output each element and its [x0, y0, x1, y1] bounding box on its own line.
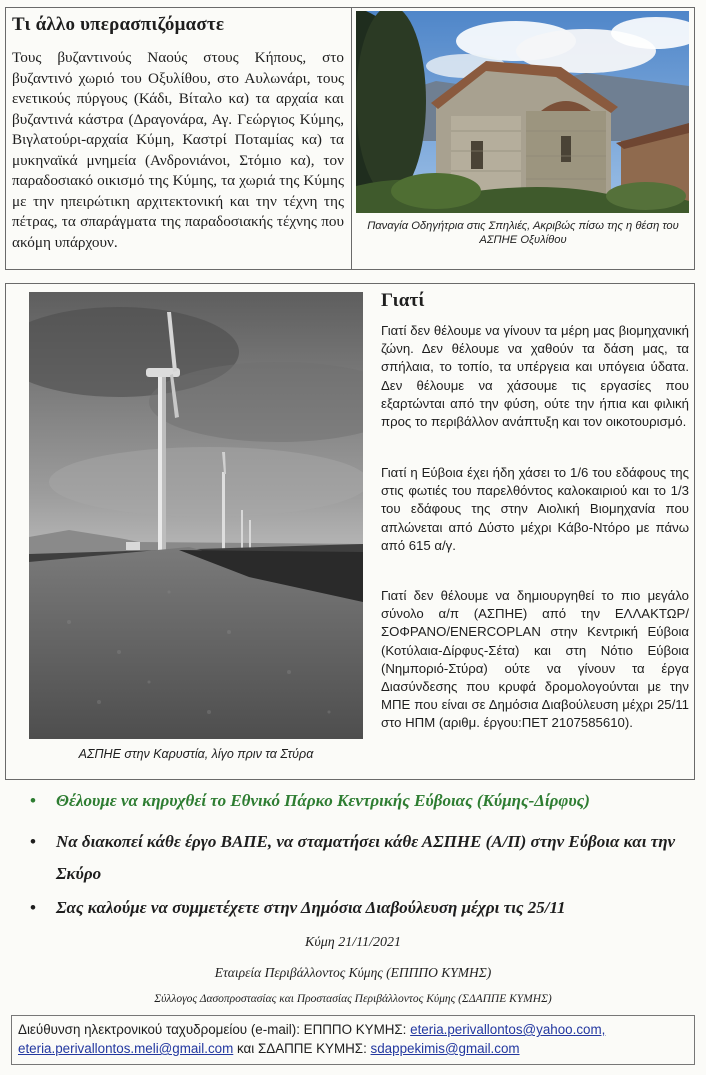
place-date: Κύμη 21/11/2021 — [305, 935, 401, 950]
organization-1: Εταιρεία Περιβάλλοντος Κύμης (ΕΠΠΠΟ ΚΥΜΗΣ) — [214, 965, 492, 980]
why-heading: Γιατί — [381, 290, 425, 311]
contact-intro: Διεύθυνση ηλεκτρονικού ταχυδρομείου (e-mail): ΕΠΠΠΟ ΚΥΜΗΣ: — [18, 1022, 411, 1037]
church-photo-caption: Παναγία Οδηγήτρια στις Σπηλιές, Ακριβώς πίσω της η θέση του ΑΣΠΗΕ Οξυλίθου — [367, 220, 679, 246]
top-paragraph: Τους βυζαντινούς Ναούς στους Κήπους, στο βυζαντινό χωριό του Οξυλίθου, στο Αυλωνάρι, τους ενετικούς πύργους (Κάδι, Βίταλο κα) τα αρχαία και βυζαντινά κάστρα (Δραγονάρα, Αγ. Γεώργιος Κύμης, Βιγλατούρι-αρχαία Κύμη, Καστρί Ποταμίας κα) τα μυκηναϊκά μνημεία (Ανδρονιάνοι, Στόμιο κα), τον παραδοσιακό οικισμό της Κύμης, τα χωριά της Κύμης με την ηπειρώτικη αρχιτεκτονική και την τέχνη της πέτρας, τα σπαράγματα της παραδοσιακής τέχνης που ακόμη υπάρχουν. — [12, 49, 344, 251]
email-link-sdappe[interactable]: sdappekimis@gmail.com — [370, 1041, 520, 1056]
contact-box — [11, 1015, 695, 1065]
email-link-eteria[interactable]: eteria.perivallontos@yahoo.com, — [410, 1022, 606, 1037]
turbine-photo-caption: ΑΣΠΗΕ στην Καρυστία, λίγο πριν τα Στύρα — [78, 747, 314, 761]
demand-text: Να διακοπεί κάθε έργο ΒΑΠΕ, να σταματήσει κάθε ΑΣΠΗΕ (Α/Π) στην Εύβοια και την Σκύρο — [56, 832, 676, 883]
church-photo — [356, 11, 689, 213]
demand-text: Σας καλούμε να συμμετέχετε στην Δημόσια Διαβούλευση μέχρι τις 25/11 — [56, 898, 566, 917]
demand-consultation — [30, 896, 690, 920]
why-paragraph-1: Γιατί δεν θέλουμε να γίνουν τα μέρη μας βιομηχανική ζώνη. Δεν θέλουμε να χαθούν τα δάση μας, τα σπήλαια, το τοπίο, τα υπέργεια και υπόγεια ύδατα. Δεν θέλουμε να χάσουμε τις εργασίες που εξαρτώνται από την φύση, ούτε την ήπια και φιλική προς το περιβάλλον ανάπτυξη και τον οικοτουρισμό. — [381, 323, 689, 430]
why-paragraph-3: Γιατί δεν θέλουμε να δημιουργηθεί το πιο μεγάλο σύνολο α/π (ΑΣΠΗΕ) από την ΕΛΛΑΚΤΩΡ/ΣΟΦΡΑΝΟ/ENERCOPLAN στην Κεντρική Εύβοια (Κοτύλαια-Δίρφυς-Σέτα) και στη Νότιο Εύβοια (Νημποριό-Στύρα) ούτε να γίνουν τα έργα Διασύνδεσης που κρυφά δρομολογούνται με την ΜΠΕ που είναι σε Δημόσια Διαβούλευση μέχρι 25/11 στο ΗΠΜ (αριθμ. έργου:ΠΕΤ 2107585610). — [381, 588, 689, 731]
top-heading: Τι άλλο υπερασπιζόμαστε — [12, 14, 225, 35]
wind-turbine-photo — [29, 292, 363, 739]
why-paragraph-2: Γιατί η Εύβοια έχει ήδη χάσει το 1/6 του εδάφους της στις φωτιές του παρελθόντος καλοκαιριού και το 1/3 του εδάφους της στην Αιολική Βιομηχανία που απλώνεται από Δύστο μέχρι Κάβο-Ντόρο με πάνω από 615 α/γ. — [381, 465, 689, 553]
contact-middle: και ΣΔΑΠΠΕ ΚΥΜΗΣ: — [233, 1041, 371, 1056]
demand-national-park — [30, 790, 690, 812]
bullet-dot: • — [30, 832, 36, 851]
email-link-eteria-meli[interactable]: eteria.perivallontos.meli@gmail.com — [18, 1041, 234, 1056]
demands-list — [30, 790, 690, 920]
organization-2: Σύλλογος Δασοπροστασίας και Προστασίας Περιβάλλοντος Κύμης (ΣΔΑΠΠΕ ΚΥΜΗΣ) — [154, 993, 552, 1005]
demand-text: Θέλουμε να κηρυχθεί το Εθνικό Πάρκο Κεντρικής Εύβοιας (Κύμης-Δίρφυς) — [56, 791, 590, 810]
bullet-dot: • — [30, 791, 36, 810]
bullet-dot: • — [30, 898, 36, 917]
demand-stop-projects — [30, 826, 690, 890]
